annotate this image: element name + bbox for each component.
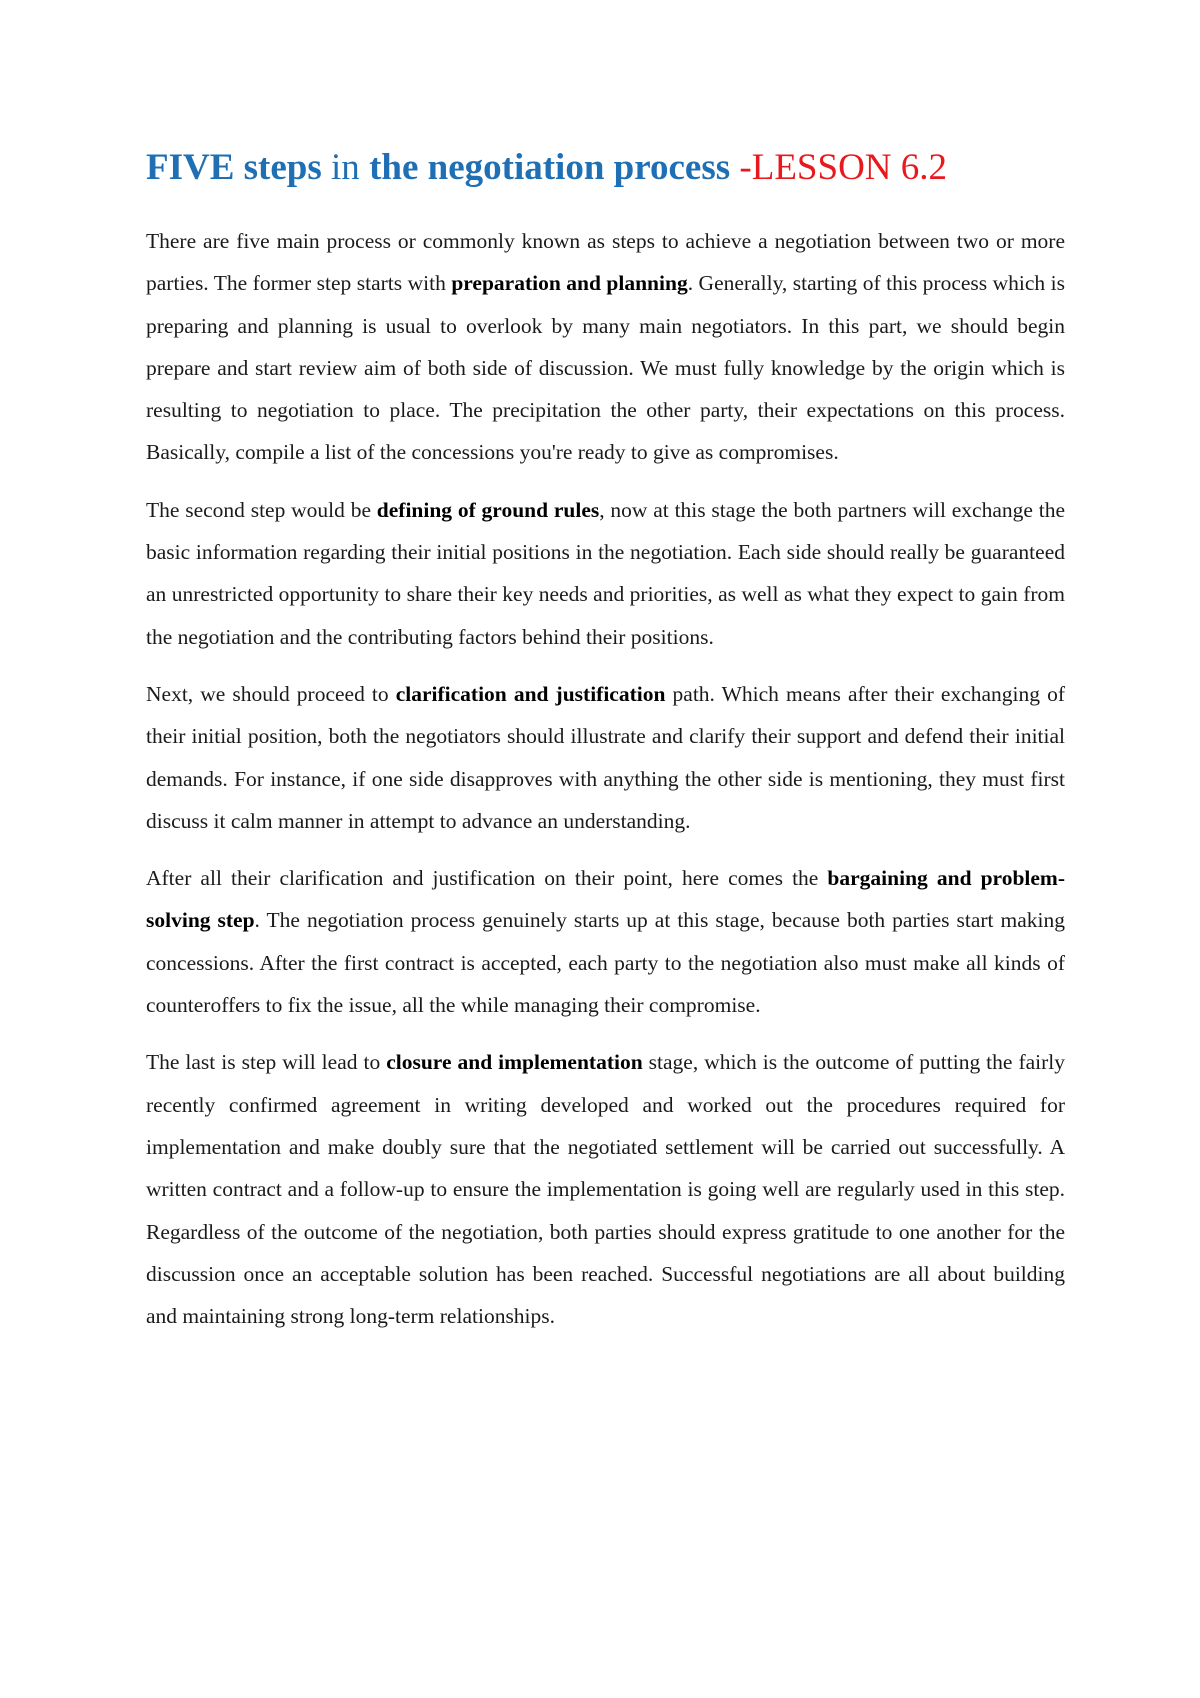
key-term-bargaining-problem-solving: bargaining and problem-solving step xyxy=(146,866,1066,933)
paragraph-clarification-justification xyxy=(146,673,1065,842)
title-lesson-number: -LESSON 6.2 xyxy=(730,147,948,188)
paragraph-text: The second step would be xyxy=(146,497,377,522)
paragraph-text: There are five main process or commonly known as steps to achieve a negotiation between two or more parties. The former step starts with xyxy=(146,229,1065,296)
page-title xyxy=(146,140,1065,196)
key-term-preparation-planning: preparation and planning xyxy=(451,271,688,296)
paragraph-text: The last is step will lead to xyxy=(146,1050,387,1075)
paragraph-closure-implementation xyxy=(146,1041,1065,1337)
key-term-clarification-justification: clarification and justification xyxy=(395,681,666,706)
key-term-ground-rules: defining of ground rules xyxy=(376,497,600,522)
paragraph-text: path. Which means after their exchanging of their initial position, both the negotiators should illustrate and clarify their support and defend their initial demands. For instance, if one side disapproves with anything the other side is mentioning, they must first discuss it calm manner in attempt to advance an understanding. xyxy=(146,681,1065,833)
paragraph-bargaining xyxy=(146,857,1065,1026)
paragraph-text: After all their clarification and justification on their point, here comes the xyxy=(146,866,828,891)
paragraph-text: Next, we should proceed to xyxy=(146,681,396,706)
document-body xyxy=(146,140,1065,1352)
paragraph-text: , now at this stage the both partners will exchange the basic information regarding their initial positions in the negotiation. Each side should really be guaranteed an unrestricted opportunity to share their key needs and priorities, as well as what they expect to gain from the negotiation and the contributing factors behind their positions. xyxy=(146,497,1065,649)
paragraph-ground-rules xyxy=(146,489,1065,658)
title-in: in xyxy=(321,147,370,188)
key-term-closure-implementation: closure and implementation xyxy=(386,1050,643,1075)
title-negotiation-process: the negotiation process xyxy=(369,147,731,188)
paragraph-text: stage, which is the outcome of putting the fairly recently confirmed agreement in writing developed and worked out the procedures required for implementation and make doubly sure that the negotiated settlement will be carried out successfully. A written contract and a follow-up to ensure the implementation is going well are regularly used in this step. Regardless of the outcome of the negotiation, both parties should express gratitude to one another for the discussion once an acceptable solution has been reached. Successful negotiations are all about building and maintaining strong long-term relationships. xyxy=(146,1050,1066,1329)
paragraph-preparation-planning xyxy=(146,220,1065,474)
paragraph-text: . The negotiation process genuinely starts up at this stage, because both parties start making concessions. After the first contract is accepted, each party to the negotiation also must make all kinds of counteroffers to fix the issue, all the while managing their compromise. xyxy=(146,908,1065,1018)
title-five-steps: FIVE steps xyxy=(146,147,322,188)
paragraph-text: . Generally, starting of this process which is preparing and planning is usual to overlook by many main negotiators. In this part, we should begin prepare and start review aim of both side of discussion. We must fully knowledge by the origin which is resulting to negotiation to place. The precipitation the other party, their expectations on this process. Basically, compile a list of the concessions you're ready to give as compromises. xyxy=(146,271,1065,465)
